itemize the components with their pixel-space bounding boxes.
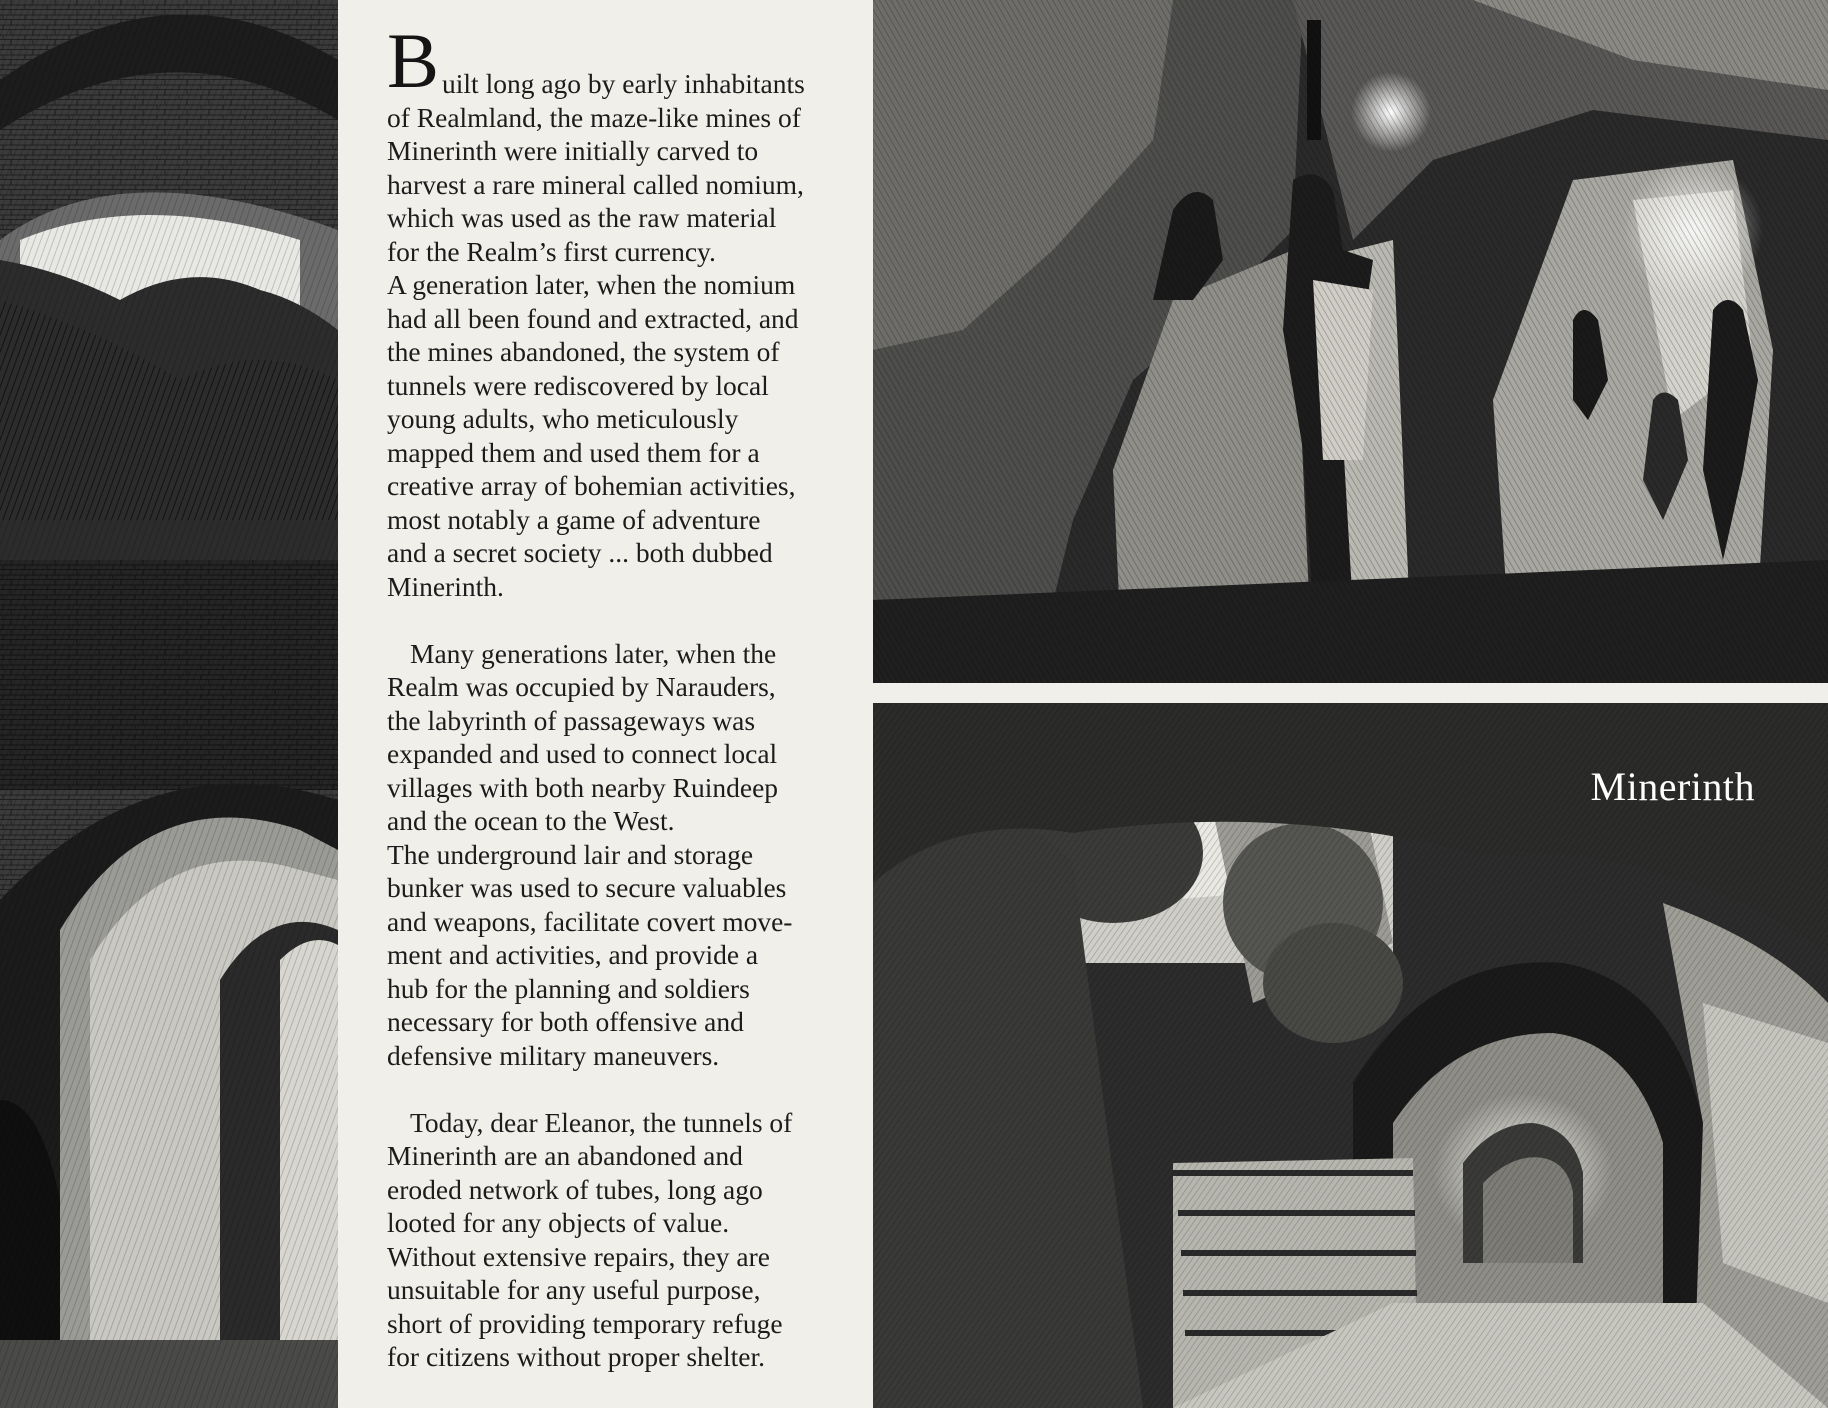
paragraph-line: Minerinth were initially carved to [387,135,759,166]
paragraph-line: and a secret society ... both dubbed [387,537,773,568]
paragraph-line: the mines abandoned, the system of [387,336,780,367]
paragraph-line: hub for the planning and soldiers [387,972,750,1004]
paragraph-line: Without extensive repairs, they are [387,1240,770,1272]
paragraph-line: most notably a game of adventure [387,503,761,535]
paragraph-line: and the ocean to the West. [387,805,675,836]
paragraph-line: mapped them and used them for a [387,436,760,468]
paragraph-line: young adults, who meticulously [387,403,739,434]
paragraph-gap [387,603,857,637]
article-body [387,17,857,1374]
paragraph-line: Today, dear Eleanor, the tunnels of [410,1106,793,1138]
paragraph-2 [387,637,857,1073]
paragraph-line: bunker was used to secure valuables [387,872,787,903]
paragraph-line: creative array of bohemian activities, [387,470,796,501]
paragraph-line: defensive military maneuvers. [387,1039,720,1071]
paragraph-line: The underground lair and storage [387,838,754,870]
tunnel-engraving [873,703,1828,1408]
paragraph-line: looted for any objects of value. [387,1207,730,1238]
illustration-caption: Minerinth [1590,764,1755,809]
paragraph-line: for the Realm’s first currency. [387,235,716,267]
arches-engraving [0,0,338,1408]
paragraph-line: A generation later, when the nomium [387,269,796,300]
paragraph-line: unsuitable for any useful purpose, [387,1274,761,1305]
miners-engraving [873,0,1828,683]
paragraph-line: harvest a rare mineral called nomium, [387,168,804,200]
paragraph-line: expanded and used to connect local [387,738,778,769]
paragraph-line: short of providing temporary refuge [387,1307,783,1339]
paragraph-line: eroded network of tubes, long ago [387,1173,763,1205]
paragraph-3 [387,1106,857,1374]
paragraph-line: of Realmland, the maze-like mines of [387,101,801,133]
paragraph-line: which was used as the raw material [387,202,777,233]
paragraph-1 [387,17,857,603]
paragraph-gap [387,1072,857,1106]
paragraph-line: necessary for both offensive and [387,1006,744,1037]
paragraph-line: tunnels were rediscovered by local [387,369,769,401]
paragraph-line: Realm was occupied by Narauders, [387,671,776,702]
drop-cap: B [387,17,440,104]
paragraph-line: Minerinth. [387,570,504,602]
paragraph-line: uilt long ago by early inhabitants [442,68,805,99]
paragraph-line: villages with both nearby Ruindeep [387,771,779,803]
paragraph-line: and weapons, facilitate covert move- [387,905,793,937]
paragraph-line: the labyrinth of passageways was [387,704,756,736]
article-column [338,0,873,1408]
paragraph-line: ment and activities, and provide a [387,939,759,970]
paragraph-line: had all been found and extracted, and [387,302,799,334]
paragraph-line: for citizens without proper shelter. [387,1341,766,1372]
paragraph-line: Minerinth are an abandoned and [387,1140,743,1171]
paragraph-line: Many generations later, when the [410,637,777,669]
